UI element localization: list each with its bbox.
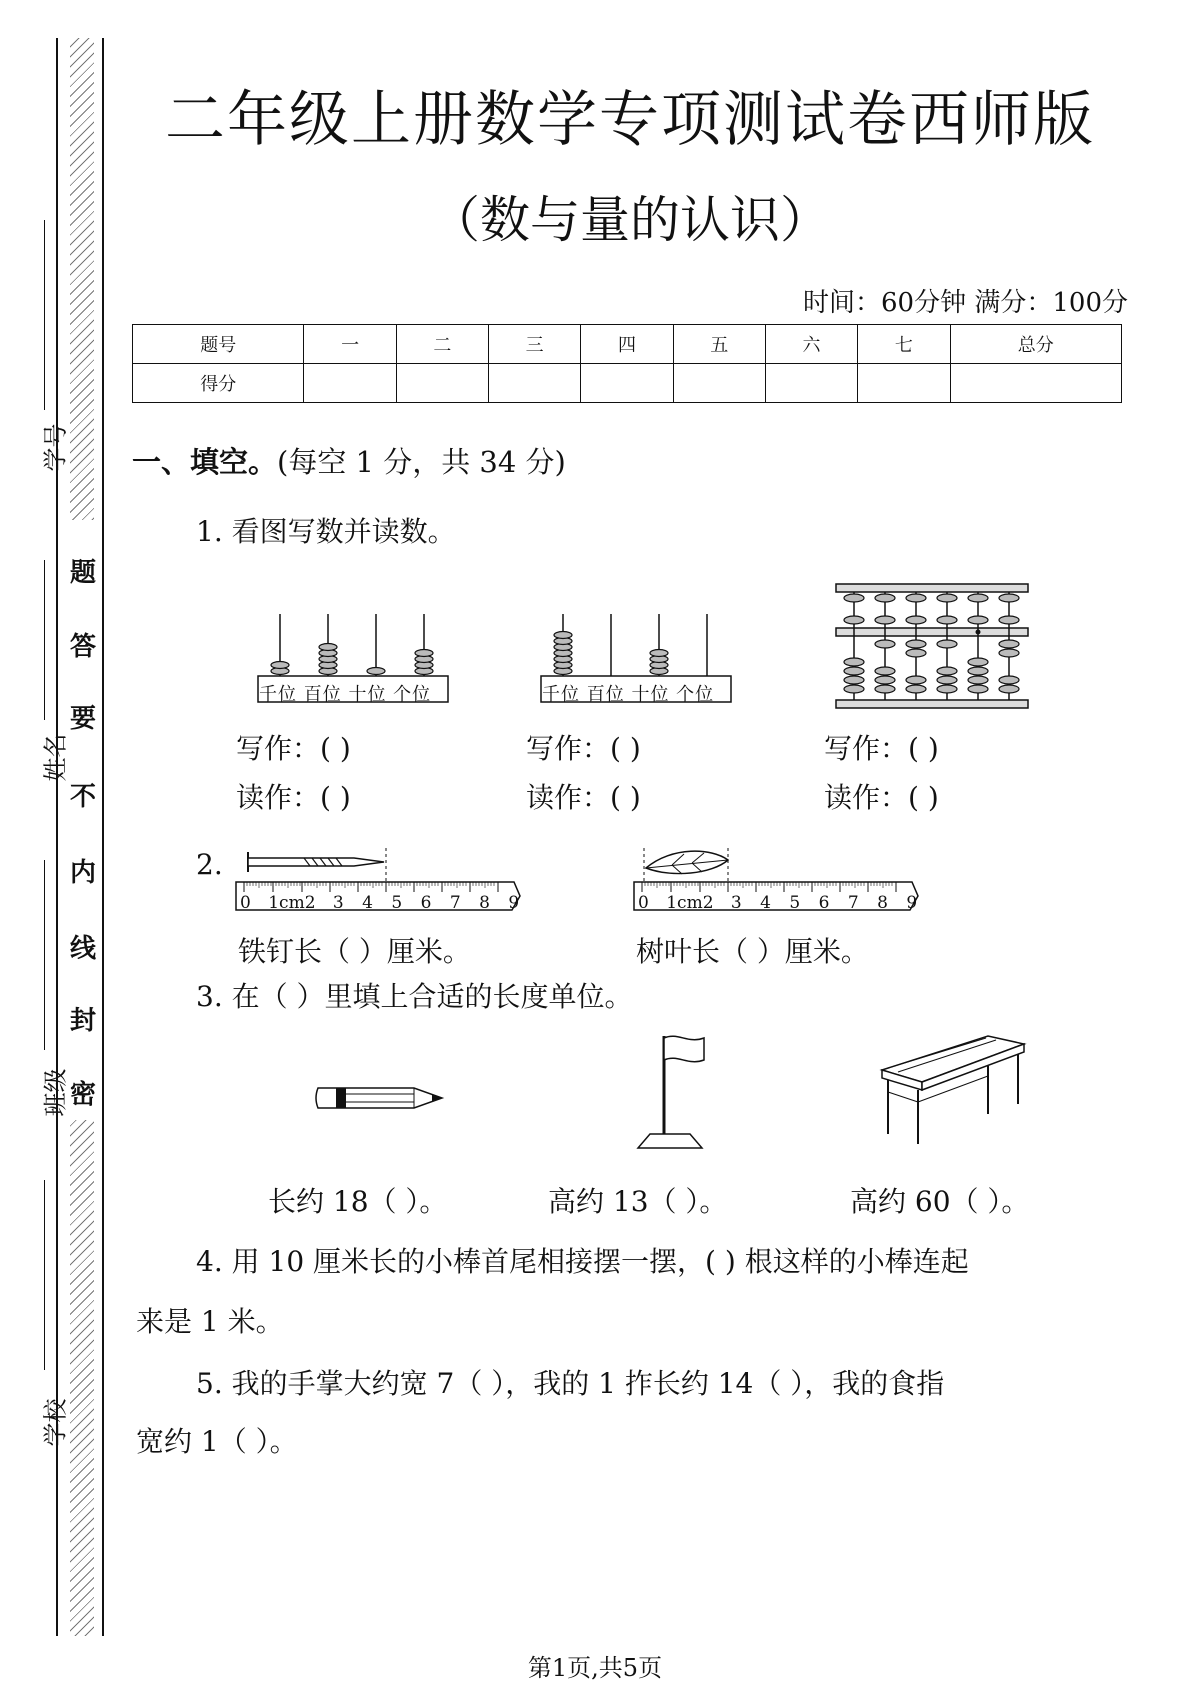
- seal-char-5: 内: [70, 858, 97, 888]
- name-line: [44, 560, 45, 720]
- seal-char-8: 密: [70, 1080, 97, 1110]
- score-cell[interactable]: [858, 364, 950, 403]
- score-header-cell: 四: [581, 325, 673, 364]
- q5-line2[interactable]: 宽约 1（ ）。: [136, 1425, 298, 1458]
- ruler-tick-label: 8: [877, 893, 888, 913]
- ruler-tick-label: 3: [332, 893, 344, 913]
- school-label: 学校: [41, 1398, 70, 1447]
- gutter-rule-right: [102, 38, 104, 1636]
- q2-number: 2.: [196, 848, 223, 881]
- flagpole-icon: [628, 1030, 712, 1152]
- abacus-2-read-blank[interactable]: 读作：( ): [526, 781, 641, 814]
- ruler-tick-label: 5: [789, 893, 801, 913]
- school-line: [44, 1180, 45, 1370]
- ruler-tick-label: 4: [760, 893, 771, 913]
- nail-length-blank[interactable]: 铁钉长（ ）厘米。: [238, 935, 471, 968]
- score-cell[interactable]: [950, 364, 1122, 403]
- q4-line2: 来是 1 米。: [136, 1305, 284, 1338]
- seal-char-2: 答: [70, 632, 97, 662]
- ruler-tick-label: 3: [730, 893, 742, 913]
- score-cell[interactable]: [489, 364, 581, 403]
- section-1-heading: [132, 440, 566, 481]
- seal-char-4: 不: [70, 782, 97, 812]
- score-header-cell: 一: [304, 325, 396, 364]
- table-desk-icon: [878, 1030, 1028, 1150]
- q5-line1[interactable]: 5. 我的手掌大约宽 7（ ），我的 1 拃长约 14（ ），我的食指: [196, 1367, 945, 1400]
- ruler-tick-label: 7: [847, 893, 859, 913]
- abacus-2-write-blank[interactable]: 写作：( ): [526, 732, 641, 765]
- abacus-3-write-blank[interactable]: 写作：( ): [824, 732, 939, 765]
- abacus-3-read-blank[interactable]: 读作：( ): [824, 781, 939, 814]
- leaf-on-ruler-figure: [632, 846, 932, 926]
- score-header-cell: 三: [489, 325, 581, 364]
- ruler-tick-label: 1cm2: [666, 893, 714, 913]
- score-header-cell: 七: [858, 325, 950, 364]
- pencil-length-blank[interactable]: 长约 18（ ）。: [268, 1185, 448, 1218]
- score-cell[interactable]: [304, 364, 396, 403]
- student-id-label: 学号: [41, 423, 70, 472]
- ruler-tick-label: 8: [479, 893, 490, 913]
- class-label: 班级: [41, 1068, 70, 1117]
- time-score-info: 时间：60分钟 满分：100分: [803, 288, 1128, 318]
- class-line: [44, 860, 45, 1050]
- score-row-label: 得分: [133, 364, 304, 403]
- ruler-tick-label: 9: [508, 893, 520, 913]
- score-table: [132, 324, 1122, 403]
- nail-on-ruler-figure: [234, 846, 534, 926]
- nail-ruler-labels: [240, 893, 519, 913]
- leaf-ruler-labels: [638, 893, 917, 913]
- seal-char-7: 封: [70, 1006, 97, 1036]
- abacus-2-labels: 千位 百位 十位 个位: [542, 684, 715, 705]
- name-label: 姓名: [41, 733, 70, 782]
- ruler-tick-label: 0: [240, 893, 251, 913]
- ruler-tick-label: 4: [362, 893, 373, 913]
- q1-text: 1. 看图写数并读数。: [196, 515, 456, 548]
- score-header-cell: 六: [765, 325, 857, 364]
- ruler-tick-label: 6: [420, 893, 432, 913]
- pencil-icon: [314, 1080, 448, 1116]
- section-1-title: 一、填空。: [132, 445, 278, 479]
- score-cell[interactable]: [581, 364, 673, 403]
- score-cell[interactable]: [765, 364, 857, 403]
- abacus-1-write-blank[interactable]: 写作：( ): [236, 732, 351, 765]
- score-cell[interactable]: [396, 364, 488, 403]
- ruler-tick-label: 9: [906, 893, 918, 913]
- student-id-line: [44, 220, 45, 410]
- score-cell[interactable]: [673, 364, 765, 403]
- score-header-cell: 总分: [950, 325, 1122, 364]
- score-header-cell: 二: [396, 325, 488, 364]
- ruler-tick-label: 5: [391, 893, 403, 913]
- leaf-length-blank[interactable]: 树叶长（ ）厘米。: [636, 935, 869, 968]
- page-subtitle: （数与量的认识）: [430, 191, 830, 249]
- ruler-tick-label: 1cm2: [268, 893, 316, 913]
- table-height-blank[interactable]: 高约 60（ ）。: [850, 1185, 1030, 1218]
- ruler-tick-label: 6: [818, 893, 830, 913]
- q4-line1[interactable]: 4. 用 10 厘米长的小棒首尾相接摆一摆，( ) 根这样的小棒连起: [196, 1245, 969, 1278]
- seal-char-6: 线: [70, 934, 97, 964]
- score-header-cell: 五: [673, 325, 765, 364]
- abacus-3-figure: [832, 582, 1032, 712]
- seal-char-1: 题: [70, 558, 97, 588]
- score-header-cell: 题号: [133, 325, 304, 364]
- seal-char-3: 要: [70, 704, 97, 734]
- q3-text: 3. 在（ ）里填上合适的长度单位。: [196, 980, 633, 1013]
- page-footer: 第1页,共5页: [527, 1654, 663, 1682]
- section-1-note: (每空 1 分，共 34 分): [277, 445, 566, 479]
- page-title: 二年级上册数学专项测试卷西师版: [165, 85, 1095, 155]
- abacus-1-read-blank[interactable]: 读作：( ): [236, 781, 351, 814]
- flag-height-blank[interactable]: 高约 13（ ）。: [548, 1185, 728, 1218]
- ruler-tick-label: 0: [638, 893, 649, 913]
- abacus-1-labels: 千位 百位 十位 个位: [259, 684, 432, 705]
- ruler-tick-label: 7: [449, 893, 461, 913]
